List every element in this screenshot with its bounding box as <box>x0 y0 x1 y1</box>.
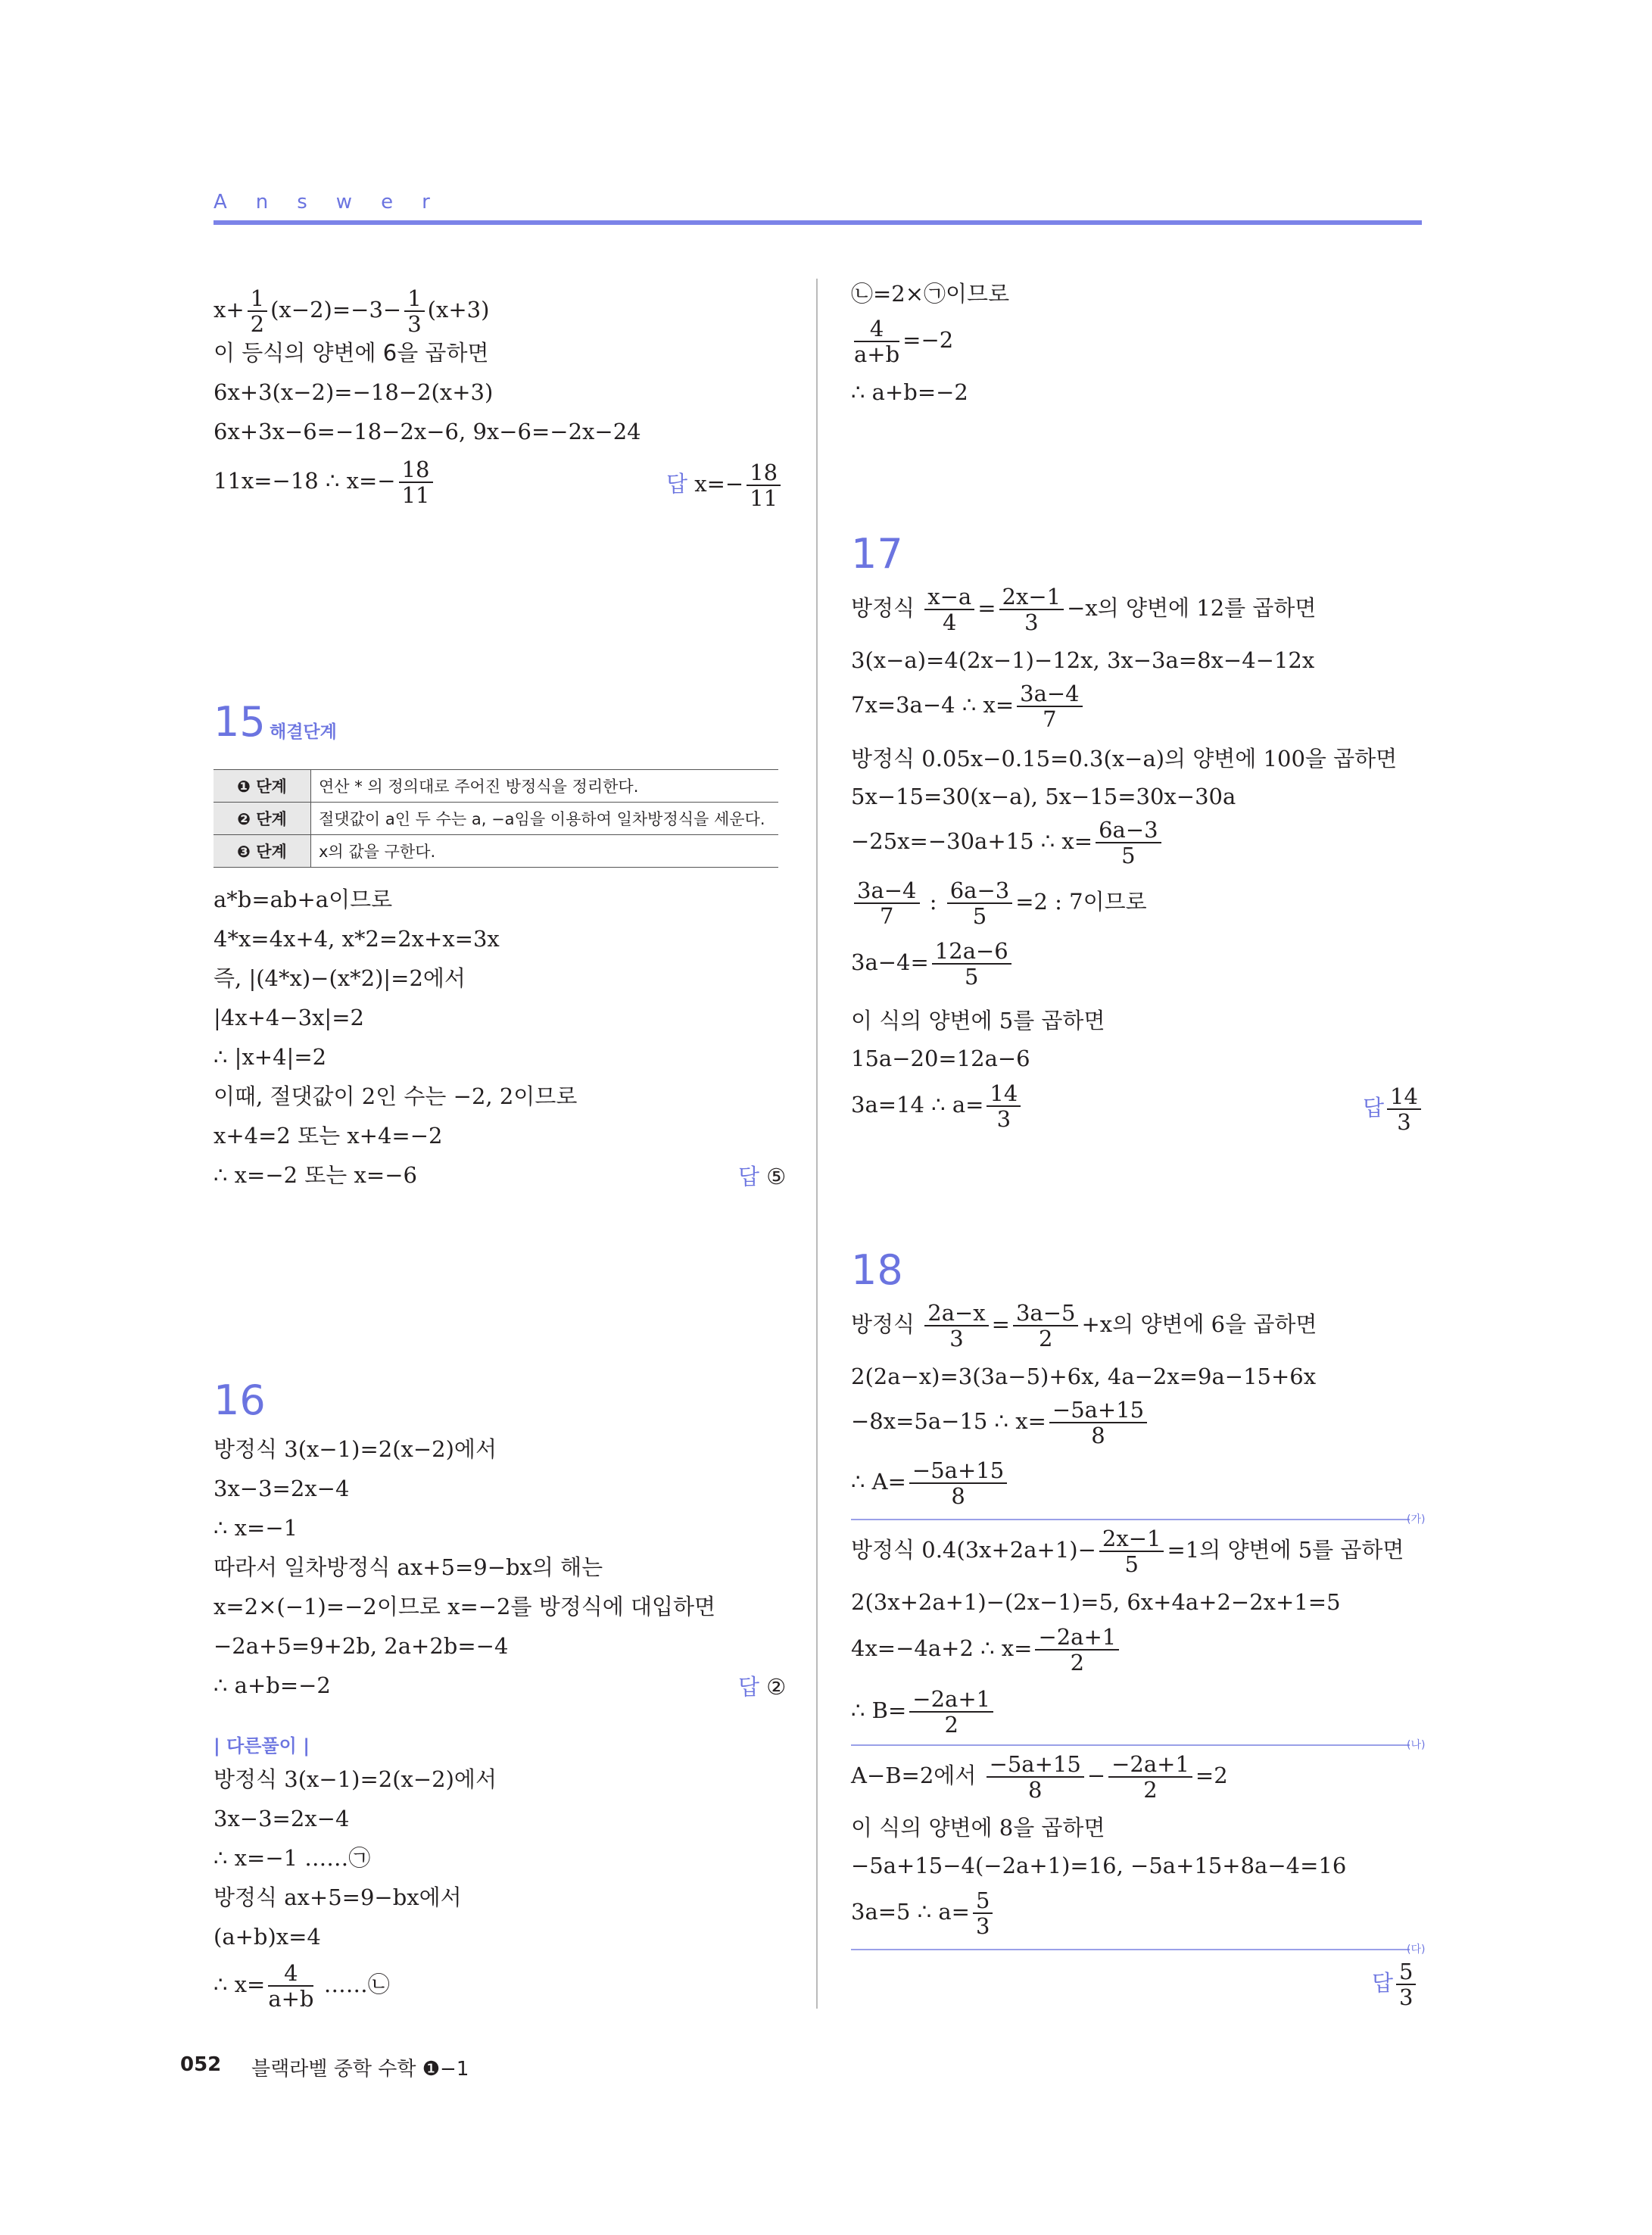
eq-line: 방정식 $\frac{2a-x}{3}$ = $\frac{3a-5}{2}$ +x의 양변에 6을 곱하면 <box>851 1300 1317 1351</box>
eq-line: 방정식 $\frac{x-a}{4}$ = $\frac{2x-1}{3}$ −x의 양변에 12를 곱하면 <box>851 584 1317 635</box>
eq-line: 방정식 ax+5=9−bx에서 <box>214 1884 462 1910</box>
alt-solution-title: | 다른풀이 | <box>214 1735 310 1757</box>
eq-line: ∴ x= $\frac{4}{a+b}$ ……㉡ <box>214 1960 390 2012</box>
divider <box>851 1519 1410 1520</box>
eq-line: ∴ a+b=−2 <box>214 1672 331 1698</box>
eq-line: 3x−3=2x−4 <box>214 1806 350 1831</box>
eq-line: 3(x−a)=4(2x−1)−12x, 3x−3a=8x−4−12x <box>851 647 1315 673</box>
eq-line: x+ $\frac{1}{2}$ (x−2)=−3− $\frac{1}{3}$ (x+3) <box>214 285 490 337</box>
eq-line: 15a−20=12a−6 <box>851 1046 1030 1071</box>
section-number: 15 <box>214 698 266 746</box>
eq-line: ∴ a+b=−2 <box>851 379 968 405</box>
eq-line: 7x=3a−4 ∴ x= $\frac{3a-4}{7}$ <box>851 681 1086 731</box>
eq-line: 3a=14 ∴ a= $\frac{14}{3}$ <box>851 1081 1024 1131</box>
eq-line: 이때, 절댓값이 2인 수는 −2, 2이므로 <box>214 1083 578 1109</box>
eq-line: ∴ x=−1 ……㉠ <box>214 1845 371 1871</box>
eq-line: |4x+4−3x|=2 <box>214 1005 364 1030</box>
section-number: 18 <box>851 1246 903 1294</box>
eq-line: −5a+15−4(−2a+1)=16, −5a+15+8a−4=16 <box>851 1853 1347 1878</box>
eq-line: 즉, |(4*x)−(x*2)|=2에서 <box>214 965 466 991</box>
eq-line: 11x=−18 ∴ x=− $\frac{18}{11}$ <box>214 457 436 507</box>
eq-line: A−B=2에서 $\frac{-5a+15}{8}$ − $\frac{-2a+1}{2}$ =2 <box>851 1751 1228 1803</box>
header-title: Answer <box>214 191 459 214</box>
eq-line: 방정식 3(x−1)=2(x−2)에서 <box>214 1436 497 1462</box>
section-number: 16 <box>214 1376 266 1424</box>
eq-line: 3a−4= $\frac{12a-6}{5}$ <box>851 939 1015 989</box>
eq-line: 이 식의 양변에 5를 곱하면 <box>851 1008 1105 1033</box>
eq-line: 5x−15=30(x−a), 5x−15=30x−30a <box>851 784 1236 809</box>
section-number: 17 <box>851 530 903 578</box>
divider <box>851 1949 1410 1950</box>
header-rule <box>214 220 1422 225</box>
answer: 답 ⑤ <box>738 1164 787 1189</box>
eq-line: a*b=ab+a이므로 <box>214 887 393 912</box>
eq-line: 따라서 일차방정식 ax+5=9−bx의 해는 <box>214 1554 603 1580</box>
divider <box>851 1744 1410 1746</box>
eq-line: ∴ B= $\frac{-2a+1}{2}$ <box>851 1687 996 1737</box>
eq-line: ㉡=2×㉠이므로 <box>851 281 1010 307</box>
answer: 답 $\frac{5}{3}$ <box>1372 1959 1419 2009</box>
eq-line: 3a=5 ∴ a= $\frac{5}{3}$ <box>851 1888 996 1938</box>
eq-line: 방정식 0.4(3x+2a+1)− $\frac{2x-1}{5}$ =1의 양변에 5를 곱하면 <box>851 1526 1404 1577</box>
column-divider <box>816 279 818 2009</box>
book-title: 블랙라벨 중학 수학 ❶−1 <box>251 2058 469 2081</box>
step-mark: (나) <box>1407 1739 1426 1751</box>
answer: 답 x=− $\frac{18}{11}$ <box>666 460 784 510</box>
page-number: 052 <box>180 2053 222 2076</box>
eq-line: (a+b)x=4 <box>214 1924 321 1950</box>
eq-line: 3x−3=2x−4 <box>214 1476 350 1501</box>
eq-line: −25x=−30a+15 ∴ x= $\frac{6a-3}{5}$ <box>851 818 1164 868</box>
eq-line: $\frac{3a-4}{7}$ : $\frac{6a-3}{5}$ =2 : 7이므로 <box>851 878 1147 928</box>
answer: 답 $\frac{14}{3}$ <box>1363 1084 1424 1134</box>
text-line: 이 등식의 양변에 6을 곱하면 <box>214 340 489 366</box>
eq-line: 2(3x+2a+1)−(2x−1)=5, 6x+4a+2−2x+1=5 <box>851 1589 1341 1615</box>
step-row: ❶ 단계 연산 * 의 정의대로 주어진 방정식을 정리한다. <box>214 770 778 803</box>
eq-line: 이 식의 양변에 8을 곱하면 <box>851 1815 1105 1841</box>
eq-line: x+4=2 또는 x+4=−2 <box>214 1123 443 1149</box>
step-row: ❷ 단계 절댓값이 a인 두 수는 a, −a임을 이용하여 일차방정식을 세운다. <box>214 803 778 835</box>
eq-line: 방정식 3(x−1)=2(x−2)에서 <box>214 1766 497 1792</box>
eq-line: 4x=−4a+2 ∴ x= $\frac{-2a+1}{2}$ <box>851 1625 1122 1675</box>
eq-line: x=2×(−1)=−2이므로 x=−2를 방정식에 대입하면 <box>214 1594 716 1619</box>
eq-line: −2a+5=9+2b, 2a+2b=−4 <box>214 1633 509 1659</box>
step-row: ❸ 단계 x의 값을 구한다. <box>214 835 778 868</box>
eq-line: 4*x=4x+4, x*2=2x+x=3x <box>214 926 500 952</box>
eq-line: $\frac{4}{a+b}$ =−2 <box>854 316 954 367</box>
answer: 답 ② <box>738 1674 787 1700</box>
eq-line: 방정식 0.05x−0.15=0.3(x−a)의 양변에 100을 곱하면 <box>851 746 1398 771</box>
eq-line: 6x+3x−6=−18−2x−6, 9x−6=−2x−24 <box>214 419 641 444</box>
eq-line: ∴ A= $\frac{-5a+15}{8}$ <box>851 1458 1010 1508</box>
eq-line: ∴ x=−2 또는 x=−6 <box>214 1162 417 1188</box>
eq-line: −8x=5a−15 ∴ x= $\frac{-5a+15}{8}$ <box>851 1398 1150 1448</box>
eq-line: ∴ x=−1 <box>214 1515 298 1541</box>
section-tag: 해결단계 <box>270 722 337 742</box>
eq-line: 2(2a−x)=3(3a−5)+6x, 4a−2x=9a−15+6x <box>851 1364 1317 1389</box>
eq-line: ∴ |x+4|=2 <box>214 1044 327 1070</box>
steps-table <box>214 769 778 868</box>
step-mark: (다) <box>1407 1944 1426 1956</box>
eq-line: 6x+3(x−2)=−18−2(x+3) <box>214 379 494 405</box>
step-mark: (가) <box>1407 1513 1426 1526</box>
